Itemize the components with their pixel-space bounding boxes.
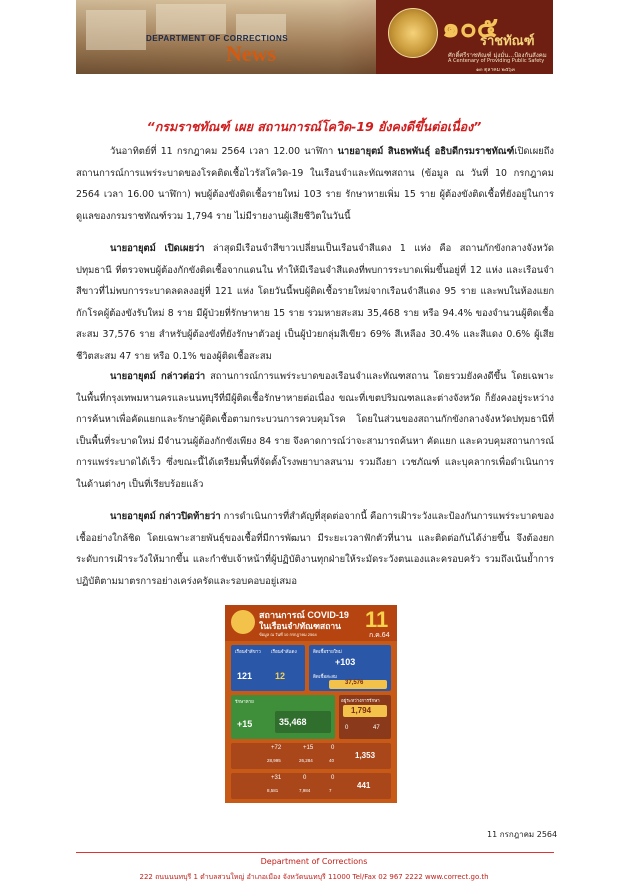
red-prison-count: 12 <box>275 671 286 681</box>
p1-lead: วันอาทิตย์ที่ 11 กรกฎาคม 2564 เวลา 12.00 นาฬิกา <box>110 146 338 157</box>
region2-death: 0 <box>331 775 335 781</box>
recovered-new: +15 <box>237 719 253 729</box>
footer-divider <box>76 852 554 853</box>
region1-new: +72 <box>271 745 282 751</box>
banner-tagline-en: A Centenary of Providing Public Safety <box>448 58 545 64</box>
cum-infection-label: ติดเชื้อสะสม <box>313 674 338 679</box>
paragraph-3 <box>76 366 554 495</box>
paragraph-4 <box>76 506 554 592</box>
recovered-label: รักษาหาย <box>235 699 254 704</box>
region1-death: 0 <box>331 745 335 751</box>
new-infection-label: ติดเชื้อรายใหม่ <box>313 649 342 654</box>
info-subtitle: ข้อมูล ณ วันที่ 10 กรกฎาคม 2564 <box>259 632 317 637</box>
death-new: 0 <box>345 725 349 731</box>
building-shape <box>156 4 226 34</box>
region1-treat: 1,353 <box>355 751 376 760</box>
new-infection-count: +103 <box>335 657 356 667</box>
info-day: 11 <box>365 607 389 632</box>
building-shape <box>86 10 146 50</box>
cum-infection-count: 37,576 <box>345 680 364 686</box>
p1-body: เปิดเผยถึงสถานการณ์การแพร่ระบาดของโรคติดเชื้อไวรัสโควิด-19 ในเรือนจำและทัณฑสถาน (ข้อมูล ณ วันที่ 10 กรกฎาคม 2564 เวลา 16.00 นาฬิกา) พบผู้ต้องขังติดเชื้อรายใหม่ 103 ราย รักษาหายเพิ่ม 15 ราย ผู้ต้องขังติดเชื้อที่ยังอยู่ในการดูแลของกรมราชทัณฑ์รวม 1,794 ราย ไม่มีรายงานผู้เสียชีวิตในวันนี้ <box>76 146 554 222</box>
paragraph-2 <box>76 238 554 367</box>
seal-icon <box>388 8 438 58</box>
p2-body: ล่าสุดมีเรือนจำสีขาวเปลี่ยนเป็นเรือนจำสีแดง 1 แห่ง คือ สถานกักขังกลางจังหวัดปทุมธานี ที่ตรวจพบผู้ต้องกักขังติดเชื้อจากแดนใน ทำให้มีเรือนจำสีแดงที่พบการระบาดเพิ่มขึ้นอยู่ที่ 12 แห่ง และเรือนจำสีขาวที่ไม่พบการระบาดลดลงอยู่ที่ 121 แห่ง โดยวันนี้พบผู้ติดเชื้อรายใหม่จากเรือนจำสีแดง 95 ราย และพบในห้องแยกกักโรคผู้ต้องขังรับใหม่ 8 ราย มีผู้ป่วยที่รักษาหาย 15 ราย รวมหายสะสม 35,468 ราย หรือ 94.4% ของจำนวนผู้ติดเชื้อสะสม 37,576 ราย สำหรับผู้ต้องขังที่ยังรักษาตัวอยู่ เป็นผู้ป่วยกลุ่มสีเขียว 69% สีเหลือง 30.4% และสีแดง 0.6% ผู้เสียชีวิตสะสม 47 ราย หรือ 0.1% ของผู้ติดเชื้อสะสม <box>76 243 554 362</box>
region2-death-cum: 7 <box>329 788 332 793</box>
region2-rec-cum: 7,984 <box>299 788 311 793</box>
page-title: “กรมราชทัณฑ์ เผย สถานการณ์โควิด-19 ยังคงดีขึ้นต่อเนื่อง” <box>146 119 482 134</box>
p3-lead-bold: นายอายุตม์ กล่าวต่อว่า <box>110 371 206 382</box>
p4-lead-bold: นายอายุตม์ กล่าวปิดท้ายว่า <box>110 511 221 522</box>
footer-address: 222 ถนนนนทบุรี 1 ตำบลสวนใหญ่ อำเภอเมือง จังหวัดนนทบุรี 11000 Tel/Fax 02 967 2222 www.correct.go.th <box>139 873 489 881</box>
anniversary-word: ราชทัณฑ์ <box>480 34 535 49</box>
region2-new: +31 <box>271 775 282 781</box>
header-banner <box>76 0 553 74</box>
info-title-1: สถานการณ์ COVID-19 <box>259 610 349 620</box>
p4-body: การดำเนินการที่สำคัญที่สุดต่อจากนี้ คือการเฝ้าระวังและป้องกันการแพร่ระบาดของเชื้ออย่างใกล้ชิด โดยเฉพาะสายพันธุ์ของเชื้อที่มีการพัฒนา มีระยะเวลาฟักตัวที่นาน และติดต่อกันได้ง่ายขึ้น จึงต้องยกระดับการเฝ้าระวังให้มากขึ้น และกำชับเจ้าหน้าที่ผู้ปฏิบัติงานทุกฝ่ายให้ระมัดระวังตนเองและครอบครัว รวมถึงเน้นย้ำการปฏิบัติตามมาตรการอย่างเคร่งครัดและรอบคอบอยู่เสมอ <box>76 511 554 587</box>
p2-lead-bold: นายอายุตม์ เปิดเผยว่า <box>110 243 205 254</box>
banner-tagline: ศักดิ์ศรีราชทัณฑ์ มุ่งมั่น...ป้องกันสังคม <box>448 52 547 59</box>
p1-lead-bold: นายอายุตม์ สินธพพันธุ์ อธิบดีกรมราชทัณฑ์ <box>337 146 515 157</box>
banner-date: ๑๓ ตุลาคม ๒๕๖๓ <box>476 67 516 73</box>
white-prison-label: เรือนจำสีขาว <box>235 649 261 654</box>
region2-cum: 8,581 <box>267 788 279 793</box>
banner-dept: DEPARTMENT OF CORRECTIONS <box>146 34 289 43</box>
region2-rec: 0 <box>303 775 307 781</box>
treatment-count: 1,794 <box>351 706 372 715</box>
treatment-label: อยู่ระหว่างการรักษา <box>341 698 380 703</box>
footer-org: Department of Corrections <box>260 857 368 866</box>
region1-death-cum: 40 <box>329 758 335 763</box>
region1-rec: +15 <box>303 745 314 751</box>
dept-logo-icon <box>231 610 255 634</box>
white-prison-count: 121 <box>237 671 253 681</box>
red-prison-label: เรือนจำสีแดง <box>271 649 297 654</box>
region1-rec-cum: 26,284 <box>299 758 313 763</box>
banner-news: News <box>226 41 277 66</box>
p3-body: สถานการณ์การแพร่ระบาดของเรือนจำและทัณฑสถาน โดยรวมยังคงดีขึ้น โดยเฉพาะในพื้นที่กรุงเทพมหานครและนนทบุรีที่มีผู้ติดเชื้อรักษาหายต่อเนื่อง ขณะที่เขตปริมณฑลและต่างจังหวัด ก็ยังคงอยู่ระหว่างการค้นหาเพื่อคัดแยกและรักษาผู้ติดเชื้อตามกระบวนการควบคุมโรค โดยในส่วนของสถานกักขังกลางจังหวัดปทุมธานีที่เป็นพื้นที่ระบาดใหม่ มีจำนวนผู้ต้องกักขังเพียง 84 ราย จึงคาดการณ์ว่าจะสามารถค้นหา คัดแยก และควบคุมสถานการณ์การแพร่ระบาดได้เร็ว ซึ่งขณะนี้ได้เตรียมพื้นที่จัดตั้งโรงพยาบาลสนาม รวมถึงยา เวชภัณฑ์ และบุคลากรเพื่อดำเนินการในด้านต่างๆ เป็นที่เรียบร้อยแล้ว <box>76 371 554 490</box>
recovered-cum: 35,468 <box>279 717 307 727</box>
info-month: ก.ค.64 <box>369 632 390 639</box>
document-date: 11 กรกฎาคม 2564 <box>487 830 558 839</box>
covid-infographic <box>225 605 397 803</box>
anniversary-number: ๑๐๕ <box>442 11 499 44</box>
death-cum: 47 <box>373 725 380 731</box>
region1-cum: 28,995 <box>267 758 281 763</box>
region2-treat: 441 <box>357 781 371 790</box>
paragraph-1 <box>76 141 554 227</box>
info-title-2: ในเรือนจำ/ทัณฑสถาน <box>259 621 341 631</box>
